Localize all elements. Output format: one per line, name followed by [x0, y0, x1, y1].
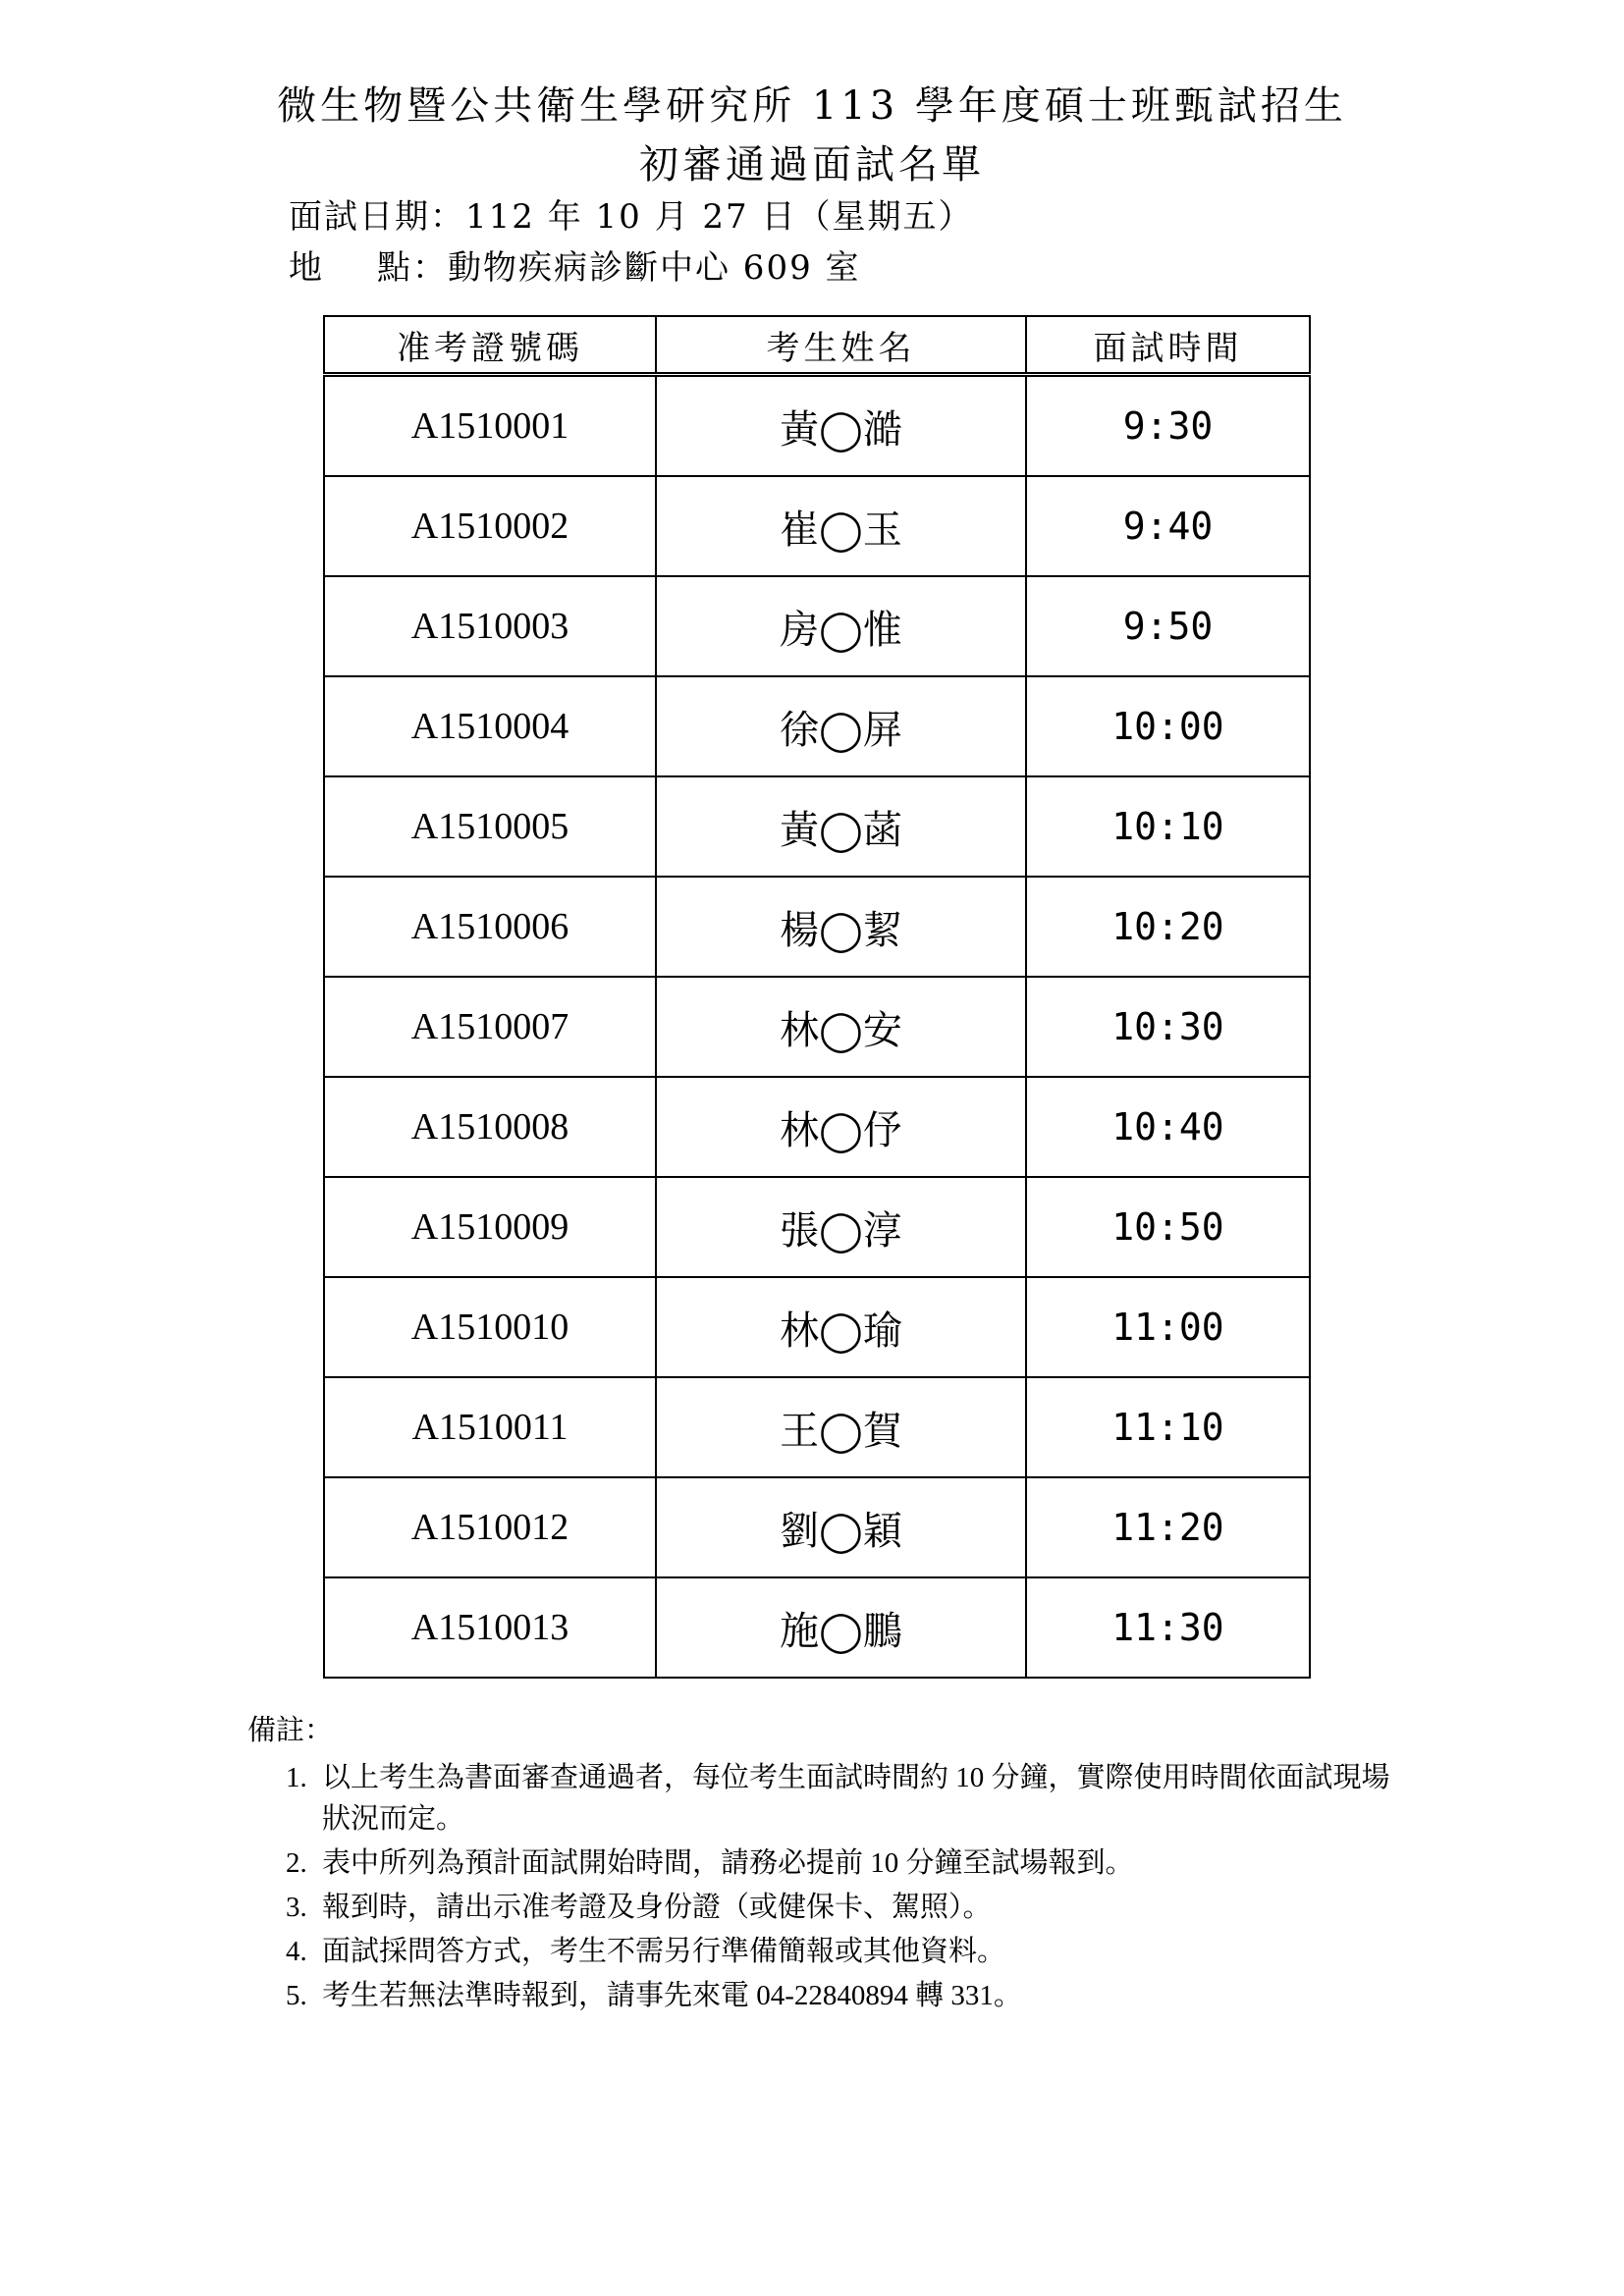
interview-time-cell: 10:30 [1026, 977, 1310, 1077]
table-row [324, 1277, 1310, 1377]
interview-time-cell: 11:10 [1026, 1377, 1310, 1477]
exam-id-cell: A1510001 [324, 375, 656, 477]
interview-date: 面試日期：112 年 10 月 27 日（星期五） [289, 197, 974, 237]
column-header-exam-id: 准考證號碼 [324, 316, 656, 375]
location-label-start: 地 [289, 248, 324, 288]
candidate-name-cell: 劉◯穎 [656, 1477, 1026, 1577]
interview-time-cell: 9:50 [1026, 576, 1310, 676]
exam-id-cell: A1510008 [324, 1077, 656, 1177]
exam-id-cell: A1510005 [324, 776, 656, 877]
interview-schedule-table [323, 315, 1311, 1679]
candidate-name-cell: 施◯鵬 [656, 1577, 1026, 1678]
notes-list [247, 1757, 1406, 2016]
exam-id-cell: A1510012 [324, 1477, 656, 1577]
notes-heading: 備註： [247, 1715, 334, 1746]
interview-time-cell: 10:10 [1026, 776, 1310, 877]
exam-id-cell: A1510010 [324, 1277, 656, 1377]
note-item: 3. 報到時，請出示准考證及身份證（或健保卡、駕照）。 [314, 1887, 1406, 1928]
table-header-row [324, 316, 1310, 375]
table-row [324, 776, 1310, 877]
interview-time-cell: 10:40 [1026, 1077, 1310, 1177]
candidate-name-cell: 徐◯屏 [656, 676, 1026, 776]
candidate-name-cell: 林◯瑜 [656, 1277, 1026, 1377]
table-row [324, 877, 1310, 977]
exam-id-cell: A1510006 [324, 877, 656, 977]
candidate-name-cell: 崔◯玉 [656, 476, 1026, 576]
exam-id-cell: A1510004 [324, 676, 656, 776]
exam-id-cell: A1510013 [324, 1577, 656, 1678]
exam-id-cell: A1510007 [324, 977, 656, 1077]
document-subtitle: 初審通過面試名單 [639, 142, 985, 187]
interview-time-cell: 11:30 [1026, 1577, 1310, 1678]
table-row [324, 375, 1310, 477]
interview-time-cell: 10:20 [1026, 877, 1310, 977]
notes-section [247, 1710, 1406, 2019]
candidate-name-cell: 林◯安 [656, 977, 1026, 1077]
candidate-name-cell: 楊◯絜 [656, 877, 1026, 977]
table-row [324, 1577, 1310, 1678]
note-item: 4. 面試採問答方式，考生不需另行準備簡報或其他資料。 [314, 1931, 1406, 1972]
document-title: 微生物暨公共衛生學研究所 113 學年度碩士班甄試招生 [277, 83, 1347, 129]
location-label-rest: 點：動物疾病診斷中心 609 室 [377, 248, 861, 288]
interview-time-cell: 9:40 [1026, 476, 1310, 576]
exam-id-cell: A1510003 [324, 576, 656, 676]
table-row [324, 476, 1310, 576]
candidate-name-cell: 王◯賀 [656, 1377, 1026, 1477]
column-header-time: 面試時間 [1026, 316, 1310, 375]
interview-time-cell: 11:00 [1026, 1277, 1310, 1377]
interview-time-cell: 11:20 [1026, 1477, 1310, 1577]
interview-time-cell: 10:00 [1026, 676, 1310, 776]
exam-id-cell: A1510009 [324, 1177, 656, 1277]
candidate-name-cell: 黃◯菡 [656, 776, 1026, 877]
interview-time-cell: 10:50 [1026, 1177, 1310, 1277]
table-row [324, 1077, 1310, 1177]
note-item: 2. 表中所列為預計面試開始時間，請務必提前 10 分鐘至試場報到。 [314, 1842, 1406, 1884]
table-row [324, 977, 1310, 1077]
candidate-name-cell: 張◯淳 [656, 1177, 1026, 1277]
table-row [324, 1177, 1310, 1277]
interview-time-cell: 9:30 [1026, 375, 1310, 477]
candidate-name-cell: 房◯惟 [656, 576, 1026, 676]
exam-id-cell: A1510011 [324, 1377, 656, 1477]
candidate-name-cell: 林◯伃 [656, 1077, 1026, 1177]
note-item: 1. 以上考生為書面審查通過者，每位考生面試時間約 10 分鐘，實際使用時間依面試現場狀況而定。 [314, 1757, 1406, 1840]
table-row [324, 1477, 1310, 1577]
exam-id-cell: A1510002 [324, 476, 656, 576]
table-row [324, 1377, 1310, 1477]
candidate-name-cell: 黃◯澔 [656, 375, 1026, 477]
interview-location [289, 248, 861, 288]
note-item: 5. 考生若無法準時報到，請事先來電 04-22840894 轉 331。 [314, 1975, 1406, 2016]
table-row [324, 576, 1310, 676]
column-header-name: 考生姓名 [656, 316, 1026, 375]
table-row [324, 676, 1310, 776]
